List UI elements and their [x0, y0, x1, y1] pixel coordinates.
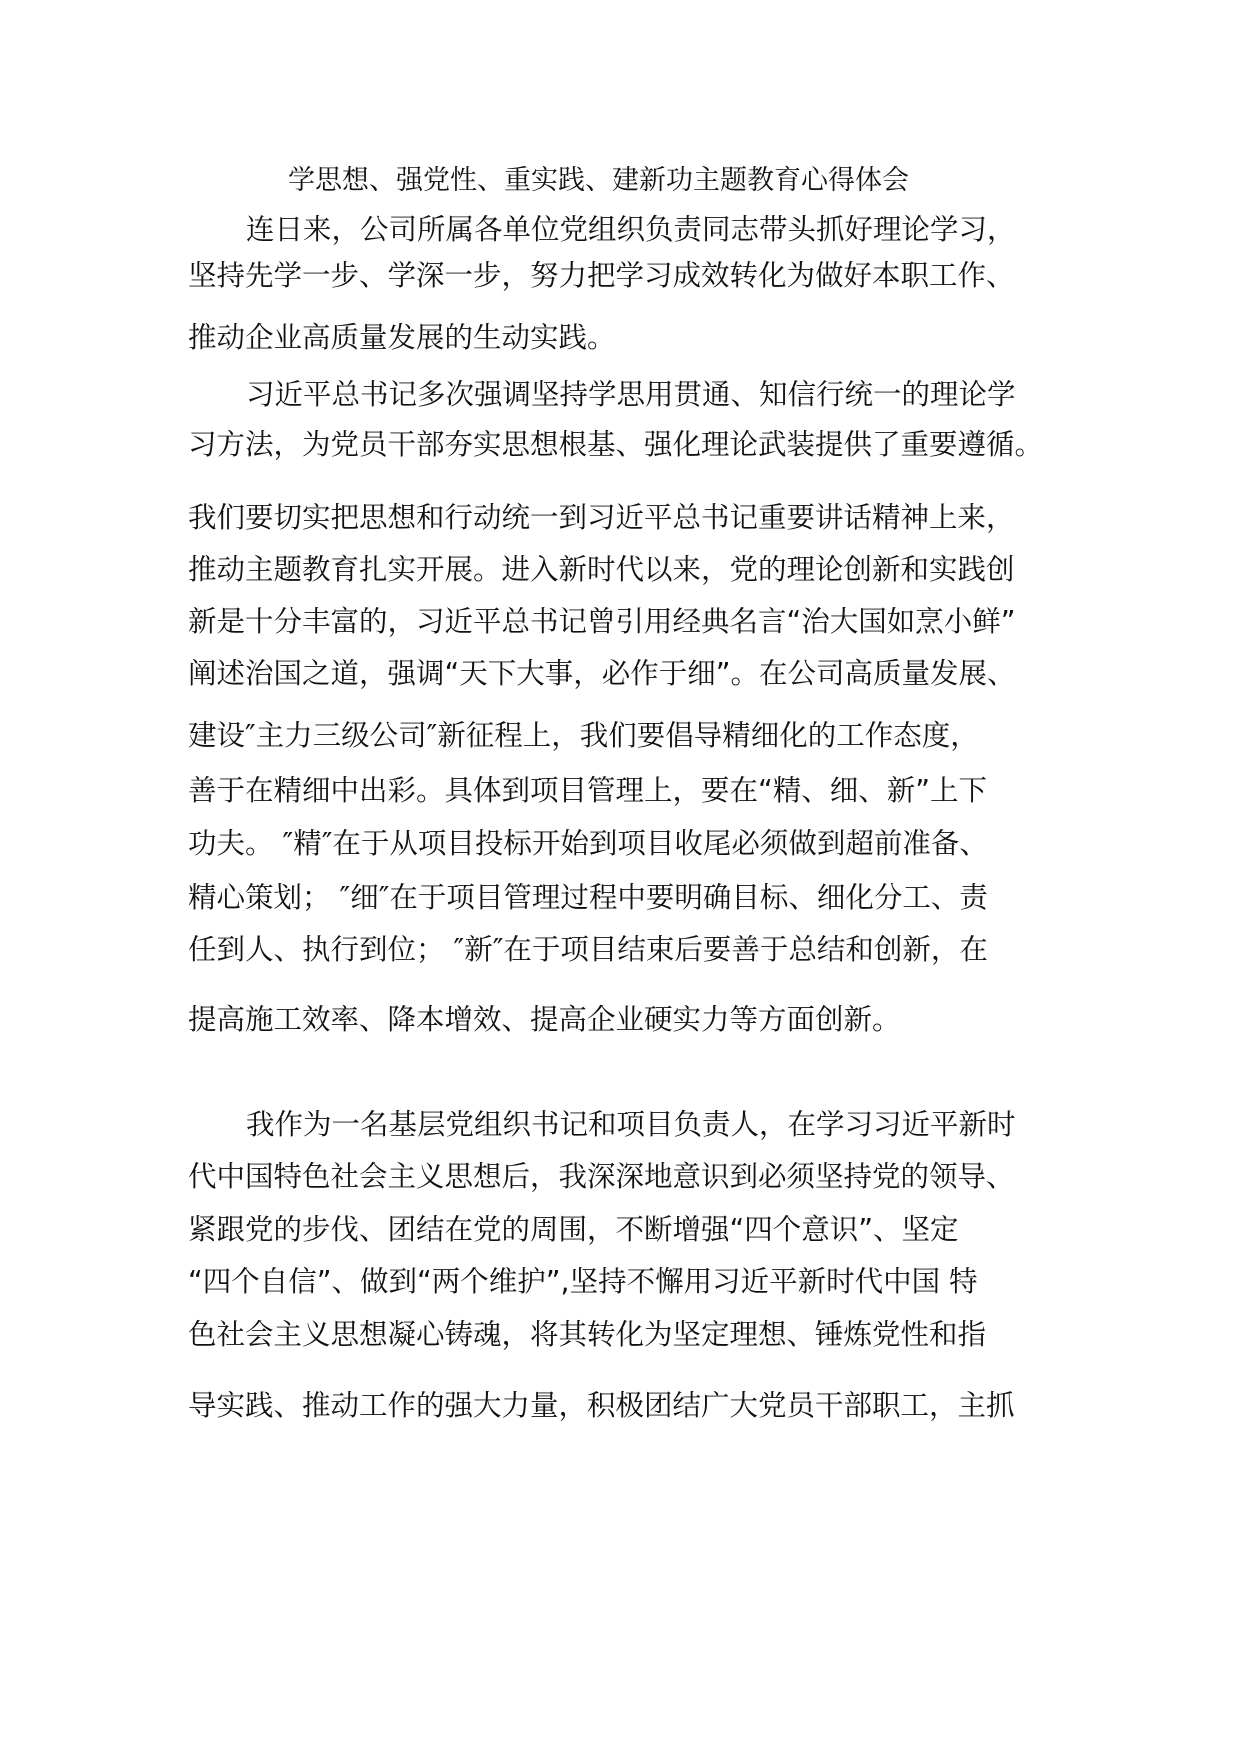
- text-line: 推动主题教育扎实开展。进入新时代以来，党的理论创新和实践创: [188, 553, 1015, 586]
- text-line: 善于在精细中出彩。具体到项目管理上，要在“精、细、新”上下: [188, 774, 988, 807]
- text-line: 提高施工效率、降本增效、提高企业硬实力等方面创新。: [188, 1003, 901, 1036]
- text-line: 推动企业高质量发展的生动实践。: [188, 321, 616, 354]
- text-line: 坚持先学一步、学深一步，努力把学习成效转化为做好本职工作、: [188, 259, 1015, 292]
- document-title: 学思想、强党性、重实践、建新功主题教育心得体会: [288, 165, 909, 196]
- text-line: 连日来，公司所属各单位党组织负责同志带头抓好理论学习，: [246, 213, 1016, 246]
- text-line: 代中国特色社会主义思想后，我深深地意识到必须坚持党的领导、: [188, 1160, 1015, 1193]
- text-line: 导实践、推动工作的强大力量，积极团结广大党员干部职工，主抓: [188, 1389, 1015, 1422]
- text-line: 建设″主力三级公司″新征程上，我们要倡导精细化的工作态度，: [188, 719, 979, 752]
- text-line: 任到人、执行到位； ″新″在于项目结束后要善于总结和创新，在: [188, 933, 988, 966]
- text-line: 紧跟党的步伐、团结在党的周围，不断增强“四个意识”、坚定: [188, 1213, 959, 1246]
- text-line: 色社会主义思想凝心铸魂，将其转化为坚定理想、锤炼党性和指: [188, 1318, 987, 1351]
- text-line: 精心策划； ″细″在于项目管理过程中要明确目标、细化分工、责: [188, 881, 988, 914]
- text-line: 我作为一名基层党组织书记和项目负责人，在学习习近平新时: [246, 1108, 1016, 1141]
- text-line: 习方法，为党员干部夯实思想根基、强化理论武装提供了重要遵循。: [188, 428, 1044, 461]
- text-line: “四个自信”、做到“两个维护”,坚持不懈用习近平新时代中国 特: [188, 1265, 978, 1298]
- text-line: 习近平总书记多次强调坚持学思用贯通、知信行统一的理论学: [246, 378, 1016, 411]
- text-line: 功夫。 ″精″在于从项目投标开始到项目收尾必须做到超前准备、: [188, 827, 988, 860]
- text-line: 阐述治国之道，强调“天下大事，必作于细”。在公司高质量发展、: [188, 657, 1016, 690]
- text-line: 新是十分丰富的，习近平总书记曾引用经典名言“治大国如烹小鲜”: [188, 605, 1016, 638]
- text-line: 我们要切实把思想和行动统一到习近平总书记重要讲话精神上来，: [188, 501, 1015, 534]
